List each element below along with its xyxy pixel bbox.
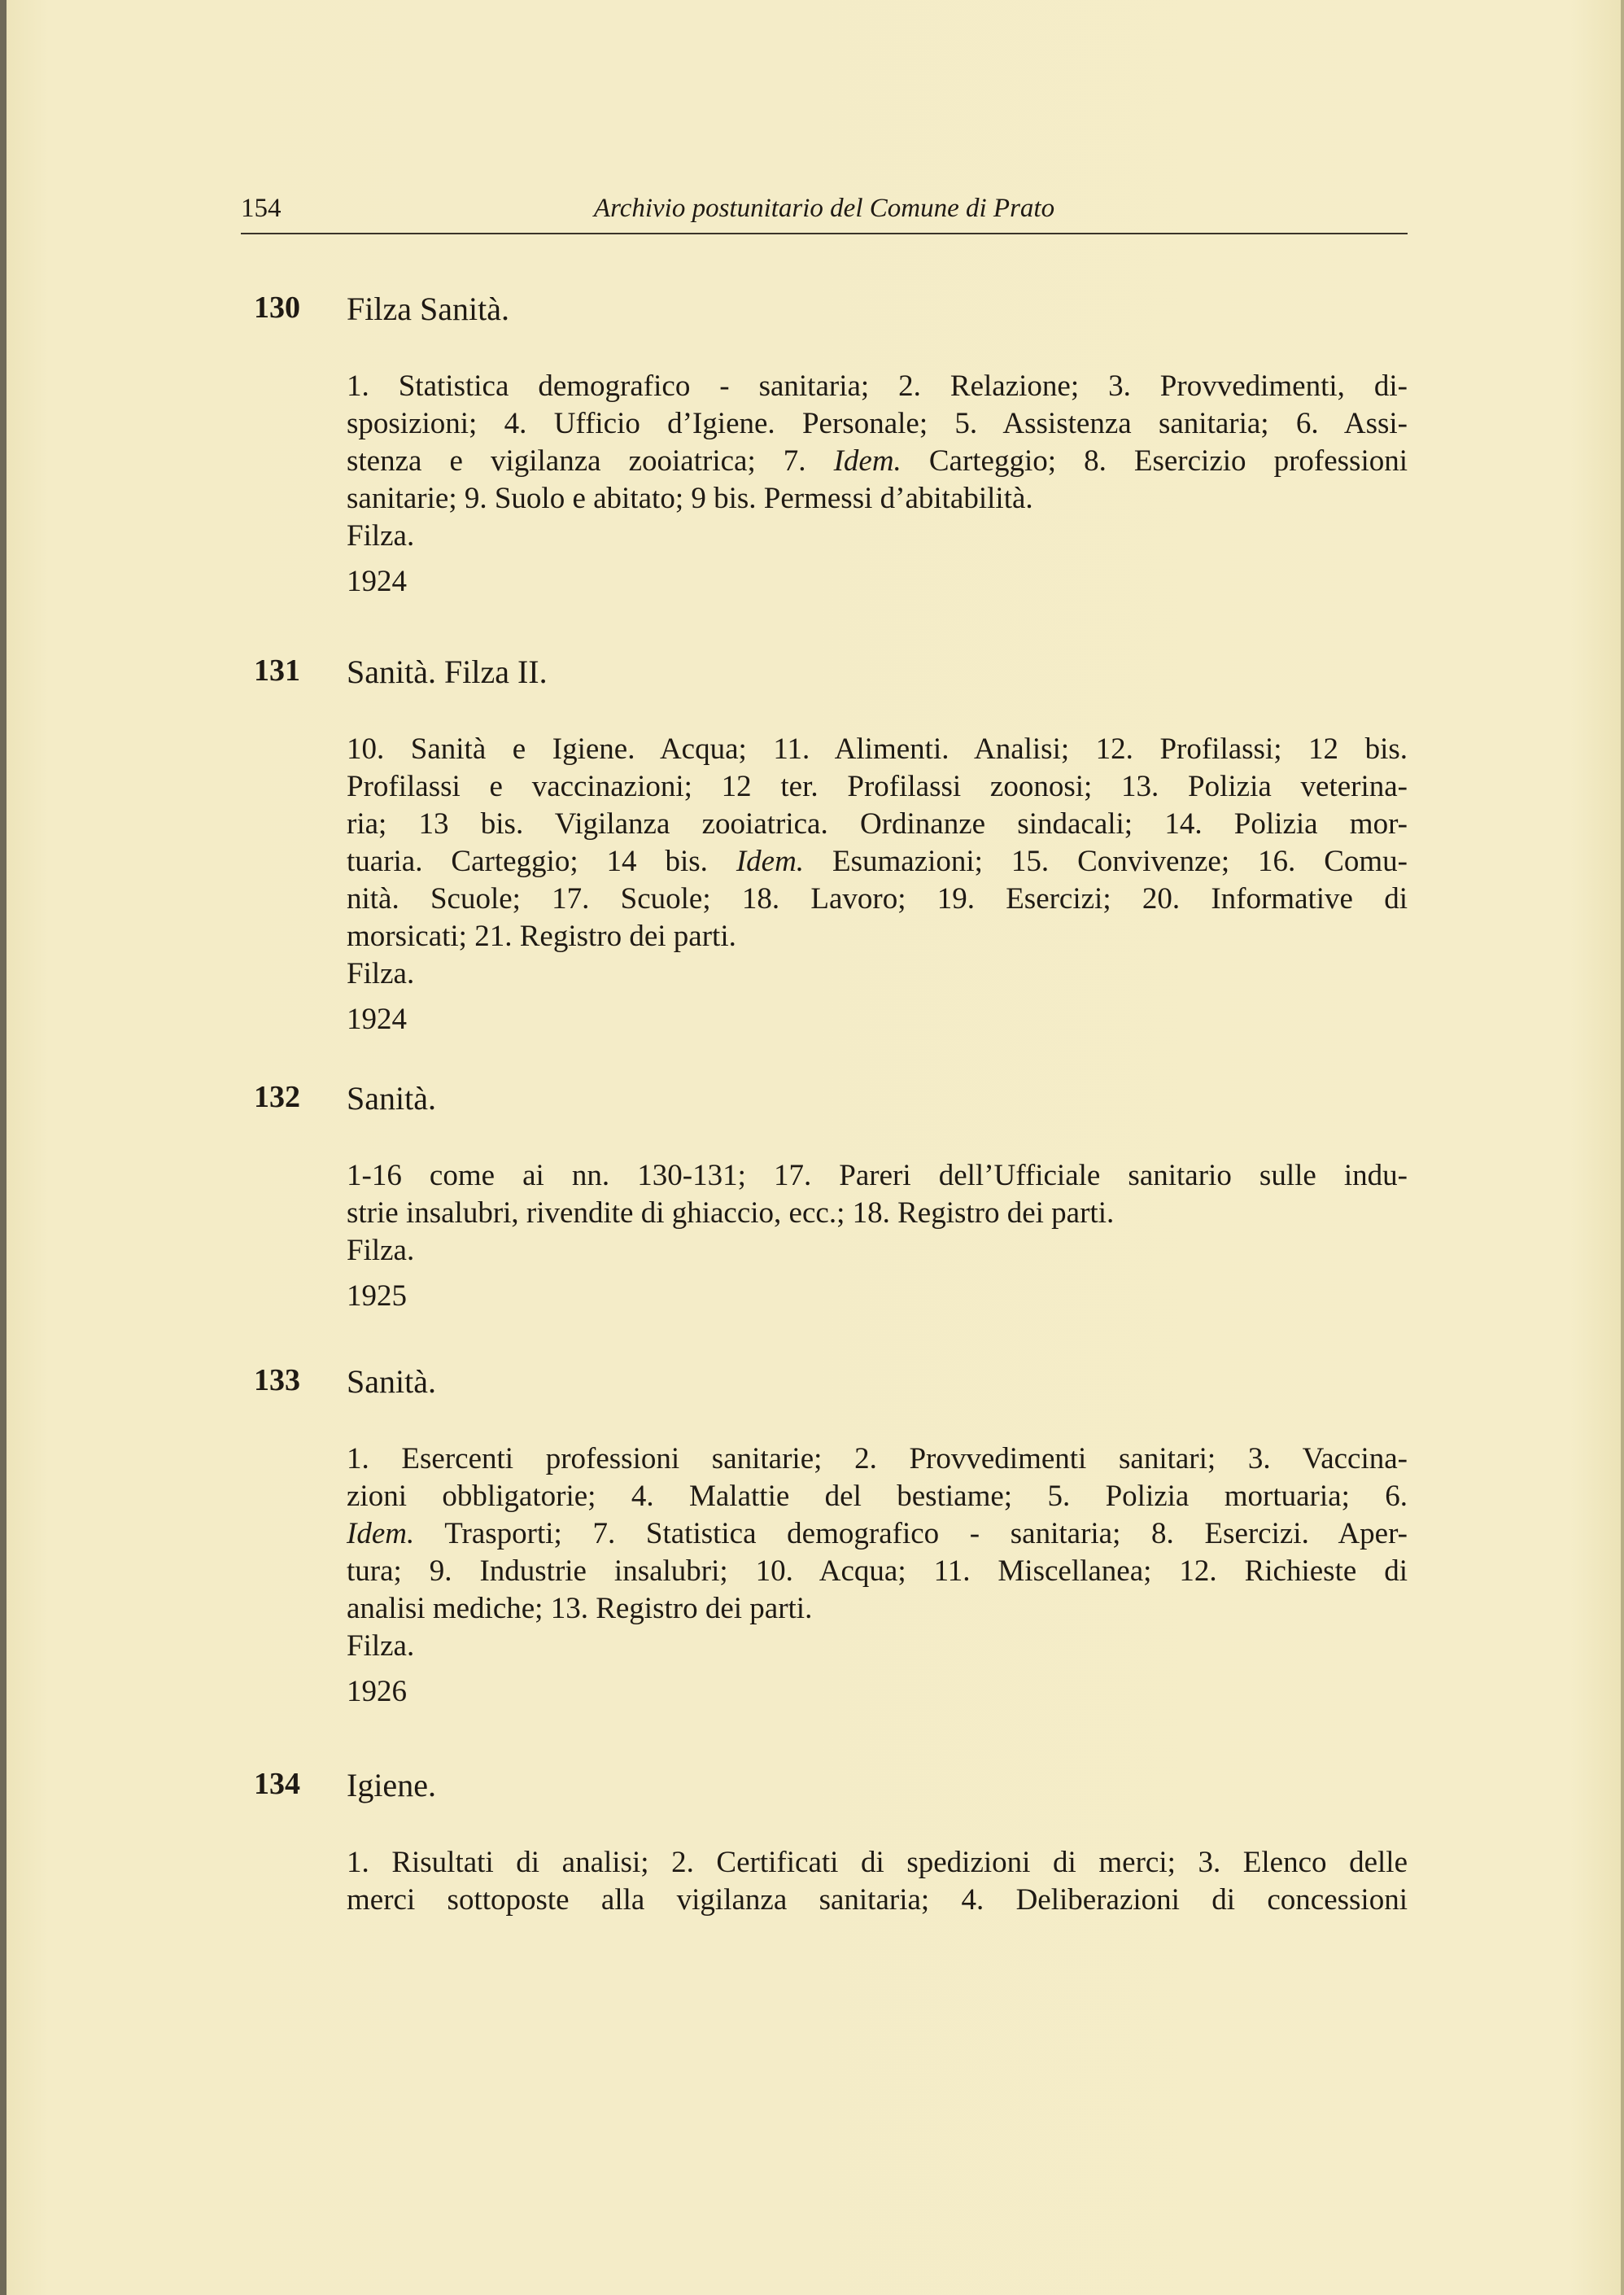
entry-form: Filza. — [347, 957, 415, 990]
description-line: tuaria. Carteggio; 14 bis. Idem. Esumazioni; 15. Convivenze; 16. Comu- — [347, 845, 1408, 878]
entry-description — [347, 1844, 1408, 1919]
entry-title: Sanità. — [347, 1363, 436, 1400]
page-left-edge — [0, 0, 7, 2295]
entry-number: 134 — [254, 1767, 300, 1801]
description-line: Idem. Trasporti; 7. Statistica demografico - sanitaria; 8. Esercizi. Aper- — [347, 1517, 1408, 1550]
description-line: sanitarie; 9. Suolo e abitato; 9 bis. Permessi d’abitabilità. — [347, 482, 1033, 515]
entry-date: 1926 — [347, 1675, 407, 1708]
entry-number: 130 — [254, 291, 300, 325]
entry-date: 1924 — [347, 565, 407, 598]
entry-number: 133 — [254, 1363, 300, 1397]
description-line: 1. Statistica demografico - sanitaria; 2. Relazione; 3. Provvedimenti, di- — [347, 369, 1408, 403]
page-right-edge — [1621, 0, 1624, 2295]
entry-form: Filza. — [347, 1234, 415, 1267]
italic-idem: Idem. — [347, 1517, 415, 1550]
entry-form: Filza. — [347, 1629, 415, 1663]
entry-form: Filza. — [347, 519, 415, 553]
description-line: 1-16 come ai nn. 130-131; 17. Pareri dell’Ufficiale sanitario sulle indu- — [347, 1159, 1408, 1192]
entry-date: 1924 — [347, 1003, 407, 1036]
entry-number: 132 — [254, 1080, 300, 1114]
entry-133 — [241, 1362, 1408, 1711]
entry-date: 1925 — [347, 1279, 407, 1313]
entry-description — [347, 1440, 1408, 1628]
entry-description — [347, 731, 1408, 955]
entry-title: Sanità. — [347, 1080, 436, 1117]
entry-title: Filza Sanità. — [347, 291, 509, 327]
italic-idem: Idem. — [833, 444, 901, 478]
header-rule — [241, 233, 1408, 234]
description-line: analisi mediche; 13. Registro dei parti. — [347, 1592, 813, 1625]
entry-130 — [241, 290, 1408, 601]
entry-description — [347, 1157, 1408, 1232]
description-line: Profilassi e vaccinazioni; 12 ter. Profilassi zoonosi; 13. Polizia veterina- — [347, 770, 1408, 803]
entry-134 — [241, 1766, 1408, 1919]
entry-title: Sanità. Filza II. — [347, 654, 548, 690]
description-line: nità. Scuole; 17. Scuole; 18. Lavoro; 19. Esercizi; 20. Informative di — [347, 882, 1408, 916]
description-line: 1. Esercenti professioni sanitarie; 2. Provvedimenti sanitari; 3. Vaccina- — [347, 1442, 1408, 1475]
entry-132 — [241, 1079, 1408, 1315]
entry-131 — [241, 653, 1408, 1038]
description-line: stenza e vigilanza zooiatrica; 7. Idem. Carteggio; 8. Esercizio professioni — [347, 444, 1408, 478]
description-line: merci sottoposte alla vigilanza sanitaria; 4. Deliberazioni di concessioni — [347, 1883, 1408, 1917]
entry-number: 131 — [254, 654, 300, 688]
running-head — [241, 190, 1408, 230]
description-line: ria; 13 bis. Vigilanza zooiatrica. Ordinanze sindacali; 14. Polizia mor- — [347, 807, 1408, 841]
entry-title: Igiene. — [347, 1767, 436, 1803]
description-line: 10. Sanità e Igiene. Acqua; 11. Alimenti. Analisi; 12. Profilassi; 12 bis. — [347, 732, 1408, 766]
running-title: Archivio postunitario del Comune di Prato — [593, 194, 1055, 223]
page-number: 154 — [241, 194, 282, 223]
description-line: strie insalubri, rivendite di ghiaccio, ecc.; 18. Registro dei parti. — [347, 1196, 1115, 1230]
italic-idem: Idem. — [736, 845, 805, 878]
description-line: tura; 9. Industrie insalubri; 10. Acqua; 11. Miscellanea; 12. Richieste di — [347, 1554, 1408, 1588]
description-line: sposizioni; 4. Ufficio d’Igiene. Personale; 5. Assistenza sanitaria; 6. Assi- — [347, 407, 1408, 440]
description-line: zioni obbligatorie; 4. Malattie del bestiame; 5. Polizia mortuaria; 6. — [347, 1480, 1408, 1513]
description-line: morsicati; 21. Registro dei parti. — [347, 920, 736, 953]
description-line: 1. Risultati di analisi; 2. Certificati di spedizioni di merci; 3. Elenco delle — [347, 1846, 1408, 1879]
entry-description — [347, 368, 1408, 518]
